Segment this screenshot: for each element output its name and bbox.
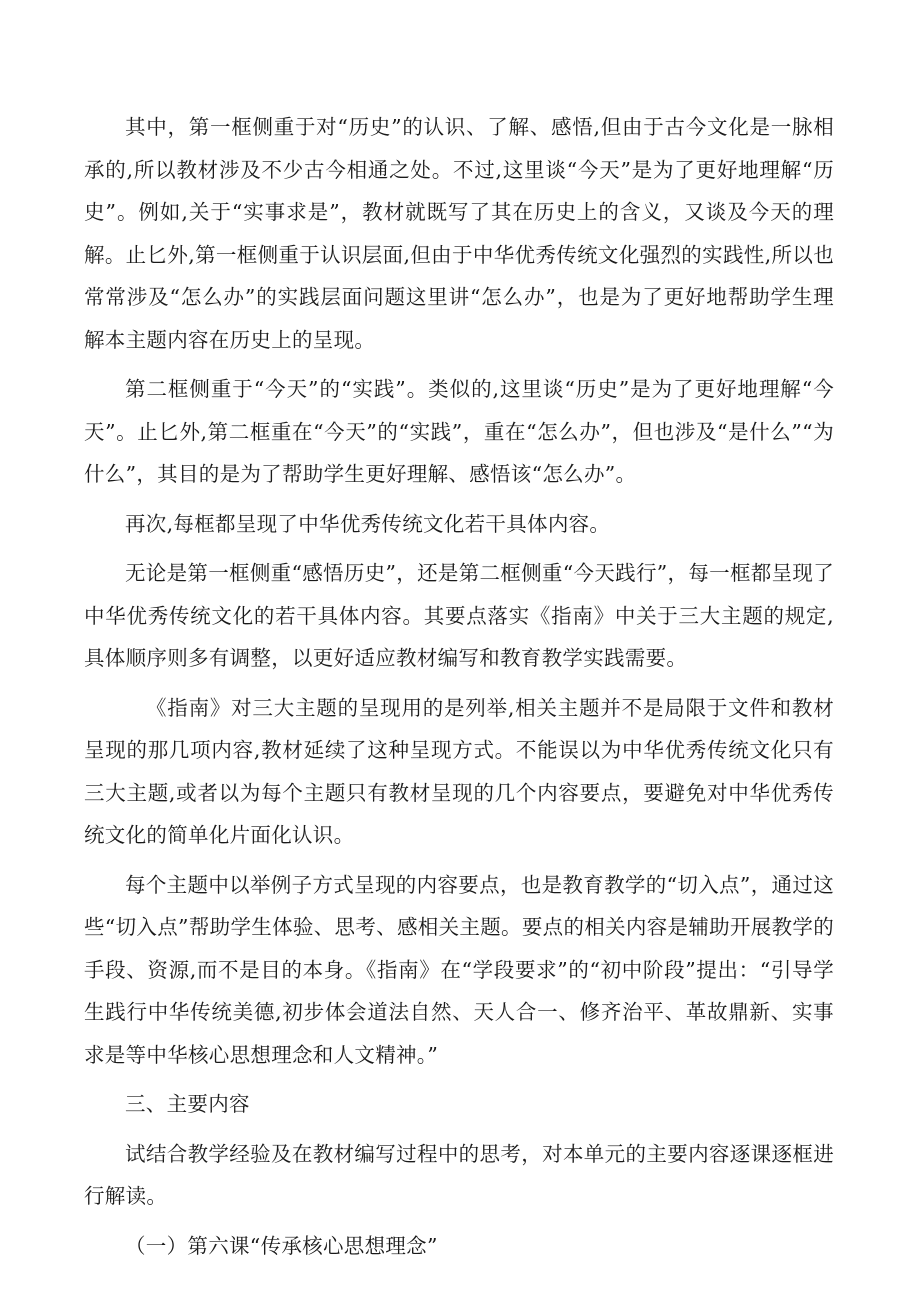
paragraph-second-frame: 第二框侧重于“今天”的“实践”。类似的,这里谈“历史”是为了更好地理解“今天”。止匕外,第二框重在“今天”的“实践”，重在“怎么办”，但也涉及“是什么”“为什么”，其目的是为了帮助学生更好理解、感悟该“怎么办”。 xyxy=(84,377,834,486)
paragraph-entry-points: 每个主题中以举例子方式呈现的内容要点，也是教育教学的“切入点”，通过这些“切入点”帮助学生体验、思考、感相关主题。要点的相关内容是辅助开展教学的手段、资源,而不是目的本身。《指南》在“学段要求”的“初中阶段”提出：“引导学生践行中华传统美德,初步体会道法自然、天人合一、修齐治平、革故鼎新、实事求是等中华核心思想理念和人文精神。” xyxy=(84,872,834,1067)
paragraph-each-frame: 再次,每框都呈现了中华优秀传统文化若干具体内容。 xyxy=(125,511,611,536)
section-paragraph: 试结合教学经验及在教材编写过程中的思考，对本单元的主要内容逐课逐框进行解读。 xyxy=(84,1141,834,1208)
paragraph-guide-themes: 《指南》对三大主题的呈现用的是列举,相关主题并不是局限于文件和教材呈现的那几项内容,教材延续了这种呈现方式。不能误以为中华优秀传统文化只有三大主题,或者以为每个主题只有教材呈现的几个内容要点，要避免对中华优秀传统文化的简单化片面化认识。 xyxy=(84,695,834,847)
document-body xyxy=(84,106,834,1274)
paragraph-specific-content: 无论是第一框侧重“感悟历史”，还是第二框侧重“今天践行”，每一框都呈现了中华优秀传统文化的若干具体内容。其要点落实《指南》中关于三大主题的规定,具体顺序则多有调整，以更好适应教材编写和教育教学实践需要。 xyxy=(84,561,834,670)
section-heading: 三、主要内容 xyxy=(125,1092,250,1116)
subsection-heading: （一）第六课“传承核心思想理念” xyxy=(125,1233,438,1258)
paragraph-first-frame: 其中，第一框侧重于对“历史”的认识、了解、感悟,但由于古今文化是一脉相承的,所以教材涉及不少古今相通之处。不过,这里谈“今天”是为了更好地理解“历史”。例如,关于“实事求是”，教材就既写了其在历史上的含义，又谈及今天的理解。止匕外,第一框侧重于认识层面,但由于中华优秀传统文化强烈的实践性,所以也常常涉及“怎么办”的实践层面问题这里讲“怎么办”，也是为了更好地帮助学生理解本主题内容在历史上的呈现。 xyxy=(84,115,834,352)
